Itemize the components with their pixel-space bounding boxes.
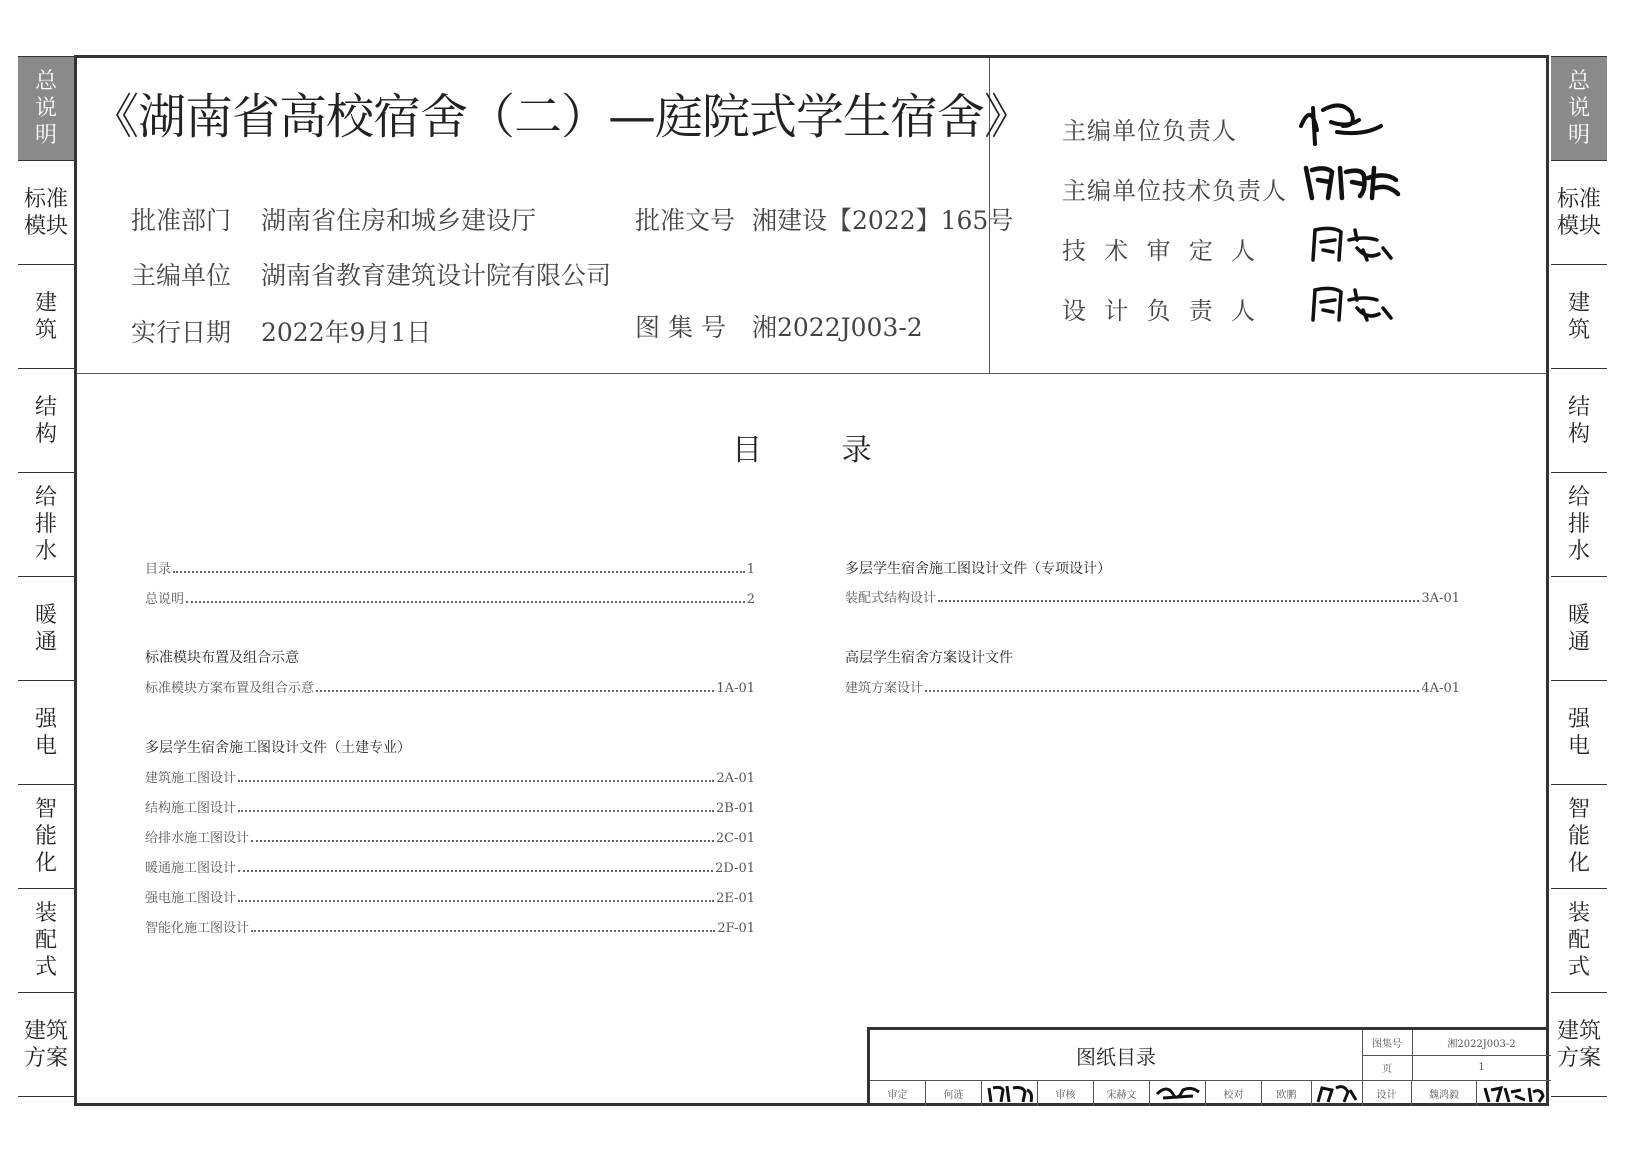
atlas-no: 湘2022J003-2 [752, 313, 923, 342]
toc-entry[interactable] [145, 768, 755, 786]
approval-dept: 湖南省住房和城乡建设厅 [261, 206, 537, 235]
toc-entry-page: 2B-01 [716, 801, 755, 816]
toc-entry[interactable] [145, 888, 755, 906]
atlas-no-label: 图 集 号 [635, 313, 726, 342]
leader-dots [251, 840, 714, 842]
tab-intelligent[interactable]: 智 能 化 [18, 785, 74, 889]
right-section-tabs [1551, 56, 1607, 1097]
toc-entry-name: 给排水施工图设计 [145, 831, 250, 846]
leader-dots [173, 571, 745, 573]
left-section-tabs [18, 56, 74, 1097]
toc-entry[interactable] [145, 559, 755, 577]
tab-power[interactable]: 强 电 [18, 681, 74, 785]
drawing-frame [74, 55, 1549, 1106]
toc-entry-name: 智能化施工图设计 [145, 921, 250, 936]
tab-structure[interactable]: 结 构 [1551, 369, 1607, 473]
tb-proofer: 欧鹏 [1262, 1080, 1312, 1106]
signatory-design-head: 设 计 负 责 人 [1062, 297, 1257, 325]
toc-entry[interactable] [145, 589, 755, 607]
tab-power[interactable]: 强 电 [1551, 681, 1607, 785]
leader-dots [251, 930, 715, 932]
toc-entry-name: 建筑施工图设计 [145, 771, 237, 786]
tab-plumbing[interactable]: 给 排 水 [1551, 473, 1607, 577]
toc-section-title: 多层学生宿舍施工图设计文件（专项设计） [845, 561, 1111, 577]
atlas-title: 《湖南省高校宿舍（二）—庭院式学生宿舍》 [91, 89, 1032, 145]
toc-entry-name: 总说明 [145, 592, 185, 607]
tb-proofer-signature [1312, 1080, 1362, 1106]
toc-entry-name: 目录 [145, 562, 172, 577]
toc-entry-page: 3A-01 [1421, 591, 1460, 606]
toc-entry-page: 2F-01 [717, 921, 755, 936]
toc-entry[interactable] [145, 678, 755, 696]
handwritten-signature [1302, 158, 1402, 203]
leader-dots [186, 601, 745, 603]
toc-entry[interactable] [145, 918, 755, 936]
handwritten-signature [1314, 1082, 1360, 1104]
drawing-title: 图纸目录 [1076, 1044, 1156, 1069]
tab-scheme[interactable]: 建筑 方案 [18, 993, 74, 1097]
toc-entry-page: 2A-01 [716, 771, 755, 786]
toc-entry-page: 2 [746, 592, 755, 607]
toc-entry[interactable] [145, 828, 755, 846]
tb-designer: 魏鸿毅 [1412, 1080, 1477, 1106]
tab-general-notes[interactable]: 总 说 明 [18, 57, 74, 161]
tb-checker: 宋赫文 [1094, 1080, 1150, 1106]
signatory-tech-review: 技 术 审 定 人 [1062, 237, 1257, 265]
toc-entry[interactable] [845, 588, 1460, 606]
tab-scheme[interactable]: 建筑 方案 [1551, 993, 1607, 1097]
toc-entry-name: 标准模块方案布置及组合示意 [145, 681, 315, 696]
approval-no-label: 批准文号 [635, 206, 736, 235]
handwritten-signature [1153, 1082, 1203, 1104]
leader-dots [938, 600, 1419, 602]
toc-entry-name: 强电施工图设计 [145, 891, 237, 906]
toc-section-title: 高层学生宿舍方案设计文件 [845, 650, 1013, 666]
tab-architecture[interactable]: 建 筑 [1551, 265, 1607, 369]
tb-design-label: 设计 [1362, 1080, 1412, 1106]
handwritten-signature [985, 1082, 1035, 1104]
leader-dots [238, 780, 714, 782]
leader-dots [238, 810, 714, 812]
signatory-editor-head: 主编单位负责人 [1062, 117, 1237, 145]
tb-atlas-no: 湘2022J003-2 [1447, 1039, 1516, 1050]
tb-review-label: 审定 [870, 1080, 926, 1106]
approval-dept-label: 批准部门 [131, 206, 232, 235]
tab-standard-module[interactable]: 标准 模块 [18, 161, 74, 265]
toc-section-title: 多层学生宿舍施工图设计文件（土建专业） [145, 740, 411, 756]
tab-architecture[interactable]: 建 筑 [18, 265, 74, 369]
tab-hvac[interactable]: 暖 通 [18, 577, 74, 681]
tab-intelligent[interactable]: 智 能 化 [1551, 785, 1607, 889]
tb-checker-signature [1150, 1080, 1206, 1106]
toc-entry-page: 2C-01 [715, 831, 755, 846]
effective-date-label: 实行日期 [131, 318, 232, 347]
tb-designer-signature [1477, 1080, 1551, 1106]
tab-general-notes[interactable]: 总 说 明 [1551, 57, 1607, 161]
tb-atlas-no-label: 图集号 [1372, 1039, 1402, 1050]
tb-page-label: 页 [1382, 1064, 1392, 1075]
tab-structure[interactable]: 结 构 [18, 369, 74, 473]
effective-date: 2022年9月1日 [261, 318, 432, 347]
toc-entry-name: 暖通施工图设计 [145, 861, 237, 876]
toc-entry-page: 2E-01 [716, 891, 755, 906]
tb-reviewer-signature [982, 1080, 1038, 1106]
approval-no: 湘建设【2022】165号 [752, 206, 1014, 235]
tab-prefab[interactable]: 装 配 式 [1551, 889, 1607, 993]
toc-section-title: 标准模块布置及组合示意 [145, 650, 299, 666]
tab-prefab[interactable]: 装 配 式 [18, 889, 74, 993]
toc-entry-page: 1 [746, 562, 755, 577]
tb-check-label: 审核 [1038, 1080, 1094, 1106]
handwritten-signature [1307, 280, 1397, 325]
leader-dots [238, 870, 713, 872]
handwritten-signature [1307, 220, 1397, 265]
handwritten-signature [1297, 96, 1387, 148]
header-bottom-rule [77, 373, 1546, 374]
toc-entry[interactable] [145, 798, 755, 816]
toc-entry[interactable] [145, 858, 755, 876]
tb-proof-label: 校对 [1206, 1080, 1262, 1106]
tb-reviewer: 何涟 [926, 1080, 982, 1106]
tb-page-number: 1 [1478, 1062, 1485, 1073]
toc-heading: 目 录 [732, 433, 872, 468]
tab-hvac[interactable]: 暖 通 [1551, 577, 1607, 681]
editor-unit: 湖南省教育建筑设计院有限公司 [261, 261, 612, 290]
toc-entry-page: 1A-01 [716, 681, 755, 696]
leader-dots [925, 690, 1419, 692]
toc-entry[interactable] [845, 678, 1460, 696]
title-block [867, 1027, 1548, 1103]
toc-entry-name: 建筑方案设计 [845, 681, 924, 696]
toc-entry-name: 装配式结构设计 [845, 591, 937, 606]
toc-entry-page: 2D-01 [715, 861, 755, 876]
editor-unit-label: 主编单位 [131, 261, 232, 290]
leader-dots [238, 900, 714, 902]
signatory-tech-head: 主编单位技术负责人 [1062, 177, 1287, 205]
tab-standard-module[interactable]: 标准 模块 [1551, 161, 1607, 265]
handwritten-signature [1481, 1082, 1547, 1104]
tab-plumbing[interactable]: 给 排 水 [18, 473, 74, 577]
leader-dots [316, 690, 714, 692]
toc-entry-page: 4A-01 [1421, 681, 1460, 696]
toc-entry-name: 结构施工图设计 [145, 801, 237, 816]
